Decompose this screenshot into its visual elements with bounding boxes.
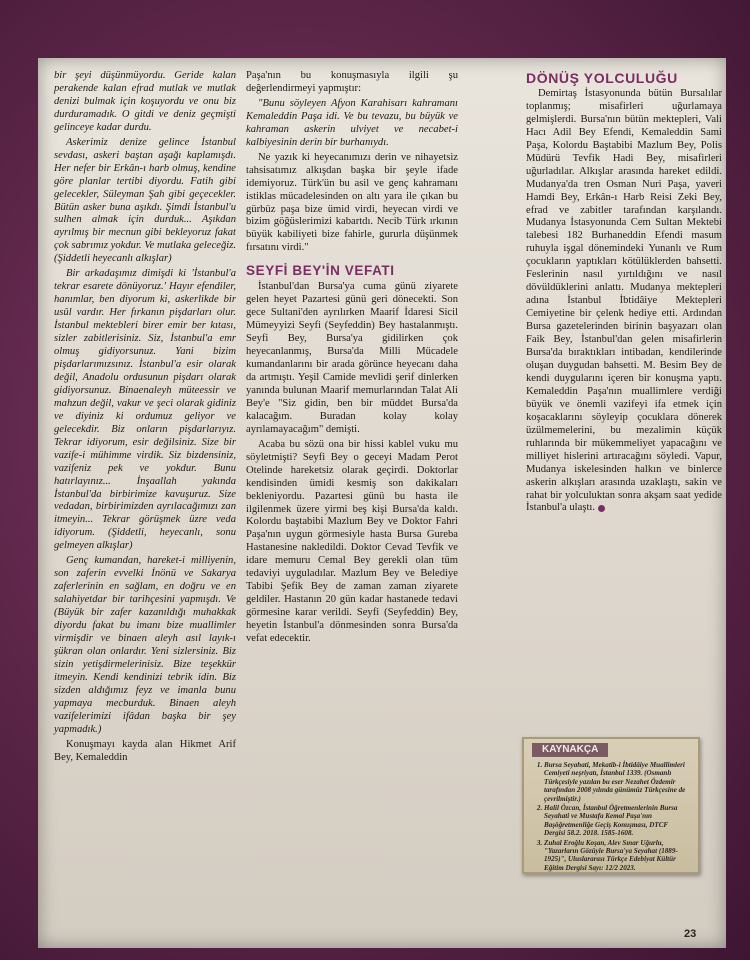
paragraph: Bir arkadaşımız dimişdi ki 'İstanbul'a tekrar esarete dönüyoruz.' Hayır efendiler, hanımlar, ben diyorum ki, askerlikde bir usûl vardır. Her fırkanın pişdarları olur. İstanbul mektebleri birer emir ber kıtası, sizler zabitlerisiniz. Siz, İstanbul'a emr olmuş gidiyorsunuz. Yani bizim pişdarlarımızsınız. İstanbul'a esir olarak değil, Anadolu ordusunun pişdarı olarak gidiyorsunuz. Binaenaleyh müteessir ve mahzun değil, vakur ve şeci olarak gidiniz ve diyiniz ki ordumuz geliyor ve gelecekdir. Biz onların pişdarlarıyız. Tekrar idiyorum, esir değilsiniz. Size bir vazife-i mühimme virdik. Siz bizdensiniz, vazifeniz pek ve yokdur. Bunu hatırlayınız... İnşaallah yakında İstanbul'da birbirimize kavuşuruz. Size vedadan, birbirimizden ayrılacağımızı zan itmeyin... Tekrar görüşmek üzre veda idiyorum. (Şiddetli, heyecanlı, sonu gelmeyen alkışlar) <box>54 268 236 552</box>
paragraph: bir şeyi düşünmüyordu. Geride kalan perakende kalan efrad mutlak ve mutlak denizi bulmak için koşuyordu ve onu biz durduramadık. O gitdi ve deniz geçmişti gelinceye kadar durdu. <box>54 70 236 133</box>
page-number: 23 <box>684 928 697 940</box>
paragraph: İstanbul'dan Bursa'ya cuma günü ziyarete gelen heyet Pazartesi günü geri dönecekti. Son gece Sultani'den ayrılırken Maarif İdaresi Sicil Mümeyyizi Seyfi (Seyfeddin) Bey hastalanmıştı. Seyfi Bey, Bursa'ya gidilirken çok heyecanlanmış, Bursa'da Milli Mücadele kumandanlarını bir arada görünce heyecanı daha da artmıştı. Yeşil Camide mevlidi şerif dinlerken yanında bulunan Maarif memurlarından Talat Ali Bey'e "Siz gidin, ben bir müddet Bursa'da kalacağım. Buradan kolay kolay ayrılamayacağım" demişti. <box>246 281 458 435</box>
paragraph: Konuşmayı kayda alan Hikmet Arif Bey, Kemaleddin <box>54 738 236 763</box>
references-list <box>532 761 690 872</box>
references-box <box>522 737 700 874</box>
end-mark-icon <box>598 505 605 512</box>
paragraph: Genç kumandan, hareket-i milliyenin, son zaferin evvelki İnönü ve Sakarya zaferlerinin en sağlam, en doğru ve en salahiyetdar bir tarihçesini yapmışdı. Ve (Büyük bir zafer kazanıldığı muhakkak diyordu fakat bu imanı bize muallimler virmişdir ve binaen aleyh asıl layık-ı şükran olan onlardır. Yeni sizlersiniz. Biz sizin yetişdirmelerinisiz. Bize teşekkür itmeyin. Kendi kendinizi tebrik idin. Biz sizden aldığımız feyz ve imanla bunu yapmaya mecburduk. Binaen aleyh vazifelerimizi ifâdan başka bir şey yapmadık.) <box>54 555 236 735</box>
paragraph: Acaba bu sözü ona bir hissi kablel vuku mu söyletmişti? Seyfi Bey o geceyi Madam Perot Otelinde hareketsiz olarak geçirdi. Doktorlar kendisinden ümidi kesmiş son dakikaları bekleniyordu. Pazartesi günü bu hasta ile ilgilenmek üzere yirmi beş kişi Bursa'da kaldı. Kolordu baştabibi Mazlum Bey ve Doktor Fahri Paşa'nın uygun görmesiyle hasta Bursa Gureba Hastanesine nakledildi. Doktor Cevad Tevfik ve idare memuru Cemal Bey gerekli olan tüm tedaviyi uyguladılar. Mazlum Bey ve Belediye Tabibi Şefik Bey de zaman zaman ziyarete geldiler. Hastanın 20 gün kadar hastanede tedavi görmesine karar verildi. Seyfi (Seyfeddin) Bey, heyetin İstanbul'a dönmesinden sonra Bursa'da vefat edecektir. <box>246 438 458 645</box>
paragraph-text: Demirtaş İstasyonunda bütün Bursalılar toplanmış; misafirleri uğurlamaya gelmişlerdi. Bursa'nın bütün mektepleri, Vali Hacı Adil Bey Efendi, Kemaleddin Sami Paşa, Kolordu Baştabibi Mazlum Bey, Polis Müdürü Tevfik Hadi Bey, misafirleri uğurladılar. Alkışlar arasında hareket edildi. Mudanya'da tren Osman Nuri Paşa, yaveri Hamdi Bey, Erkân-ı Harb Reisi Zeki Bey, efrad ve zabitler tarafından karşılandı. Mudanya İstasyonunda Cem Sultan Mektebi talebesi 182 Burhaneddin Efendi masum ruhuyla işgal dönemindeki Yunanlı ve Rum çocukların yaptıkları kötülüklerden bahsetti. Feslerinin nasıl yırtıldığını ve nasıl dövüldüklerini anlattı. Mudanya mektepleri adına İstanbul İbtidâiye Mektepleri Cemiyetine bir çelenk hediye etti. Ardından Bursa gazetelerinden birinin başyazarı olan Faik Bey, İstanbul'dan gelen misafirlerin Bursa'da bıraktıkları intibadan, kendilerinde oluşan duygudan bahsetti. M. Besim Bey de kendi duygularını içeren bir konuşma yaptı. Kemaleddin Paşa'nın muallimlere verdiği büyük ve önemli vazifeyi ifa etmek için koşacaklarını söyleyip çocuklara dönerek üzülmemelerini, bu mezalimin küçük ruhlarında bir mükemmeliyet yapacağını ve milliyet hislerini artıracağını söyledi. Vapur, Mudanya iskelesinden halkın ve binlerce askerin alkışları arasında uzaklaştı, sakin ve rahat bir yolculuktan sonra akşam saat yedide İstanbul'a ulaştı. <box>526 87 722 514</box>
column-right <box>526 72 722 517</box>
reference-item: 2. Halil Özcan, İstanbul Öğretmenlerinin Bursa Seyahati ve Mustafa Kemal Paşa'nın Başöğretmenliğe Geçiş Konuşması, DTCF Dergisi 58.2. 2018. 1585-1608. <box>544 804 690 838</box>
paragraph <box>526 88 722 515</box>
quote-paragraph: "Bunu söyleyen Afyon Karahisarı kahramanı Kemaleddin Paşa idi. Ve bu tevazu, bu büyük ve kahraman askerin ulviyet ve necabet-i kalbiyesinin derin bir burhanıydı. <box>246 97 458 148</box>
section-heading: SEYFİ BEY'İN VEFATI <box>246 263 395 279</box>
column-left <box>54 70 236 767</box>
paragraph: Paşa'nın bu konuşmasıyla ilgili şu değerlendirmeyi yapmıştır: <box>246 70 458 94</box>
column-middle <box>246 70 458 648</box>
reference-item: 1. Bursa Seyahati, Mekatib-i İbtidâiye Muallimleri Cemiyeti neşriyatı, İstanbul 1339. (Osmanlı Türkçesiyle yazılan bu eser Nezahet Özdemir tarafından 2008 yılında günümüz Türkçesine de çevrilmiştir.) <box>544 761 690 803</box>
section-heading: DÖNÜŞ YOLCULUĞU <box>526 70 678 86</box>
paragraph: Ne yazık ki heyecanımızı derin ve nihayetsiz tahsisatımız alkışdan başka bir şeyle ifade idemiyoruz. Türk'ün bu asil ve genç kahramanı istiklas mücadelesinden on altı yara ile çıkan bu gürbüz paşa bize ümid virdi, heyecan virdi ve bizim göğüslerimizi kabartdı. Necib Türk ırkının büyük kabiliyeti bize fahirle, gururla düşünmek fırsatını virdi." <box>246 151 458 254</box>
reference-item: 3. Zuhal Eroğlu Koşan, Alev Sınar Uğurlu, "Yazarların Gözüyle Bursa'ya Seyahat (1889-1925)", Uluslararası Türkçe Edebiyat Kültür Eğitim Dergisi Sayı: 12/2 2023. <box>544 839 690 873</box>
paragraph: Askerimiz denize gelince İstanbul sevdası, askeri baştan aşağı kaplamışdı. Her nefer bir Erkân-ı harb olmuş, kendine göre planlar tertibi diyordu. Fatih gibi gelecekler, Süleyman Şah gibi geçecekler. Bütün asker buna aşıkdı. Şimdi İstanbul'u sulhen almak için durduk... Aşıkdan ayrılmış bir mecnun gibi bekleyoruz fakat çok sabrımız yokdur. Ve mutlaka geleceğiz. (Şiddetli heyecanlı alkışlar) <box>54 136 236 265</box>
references-heading: KAYNAKÇA <box>532 743 608 757</box>
